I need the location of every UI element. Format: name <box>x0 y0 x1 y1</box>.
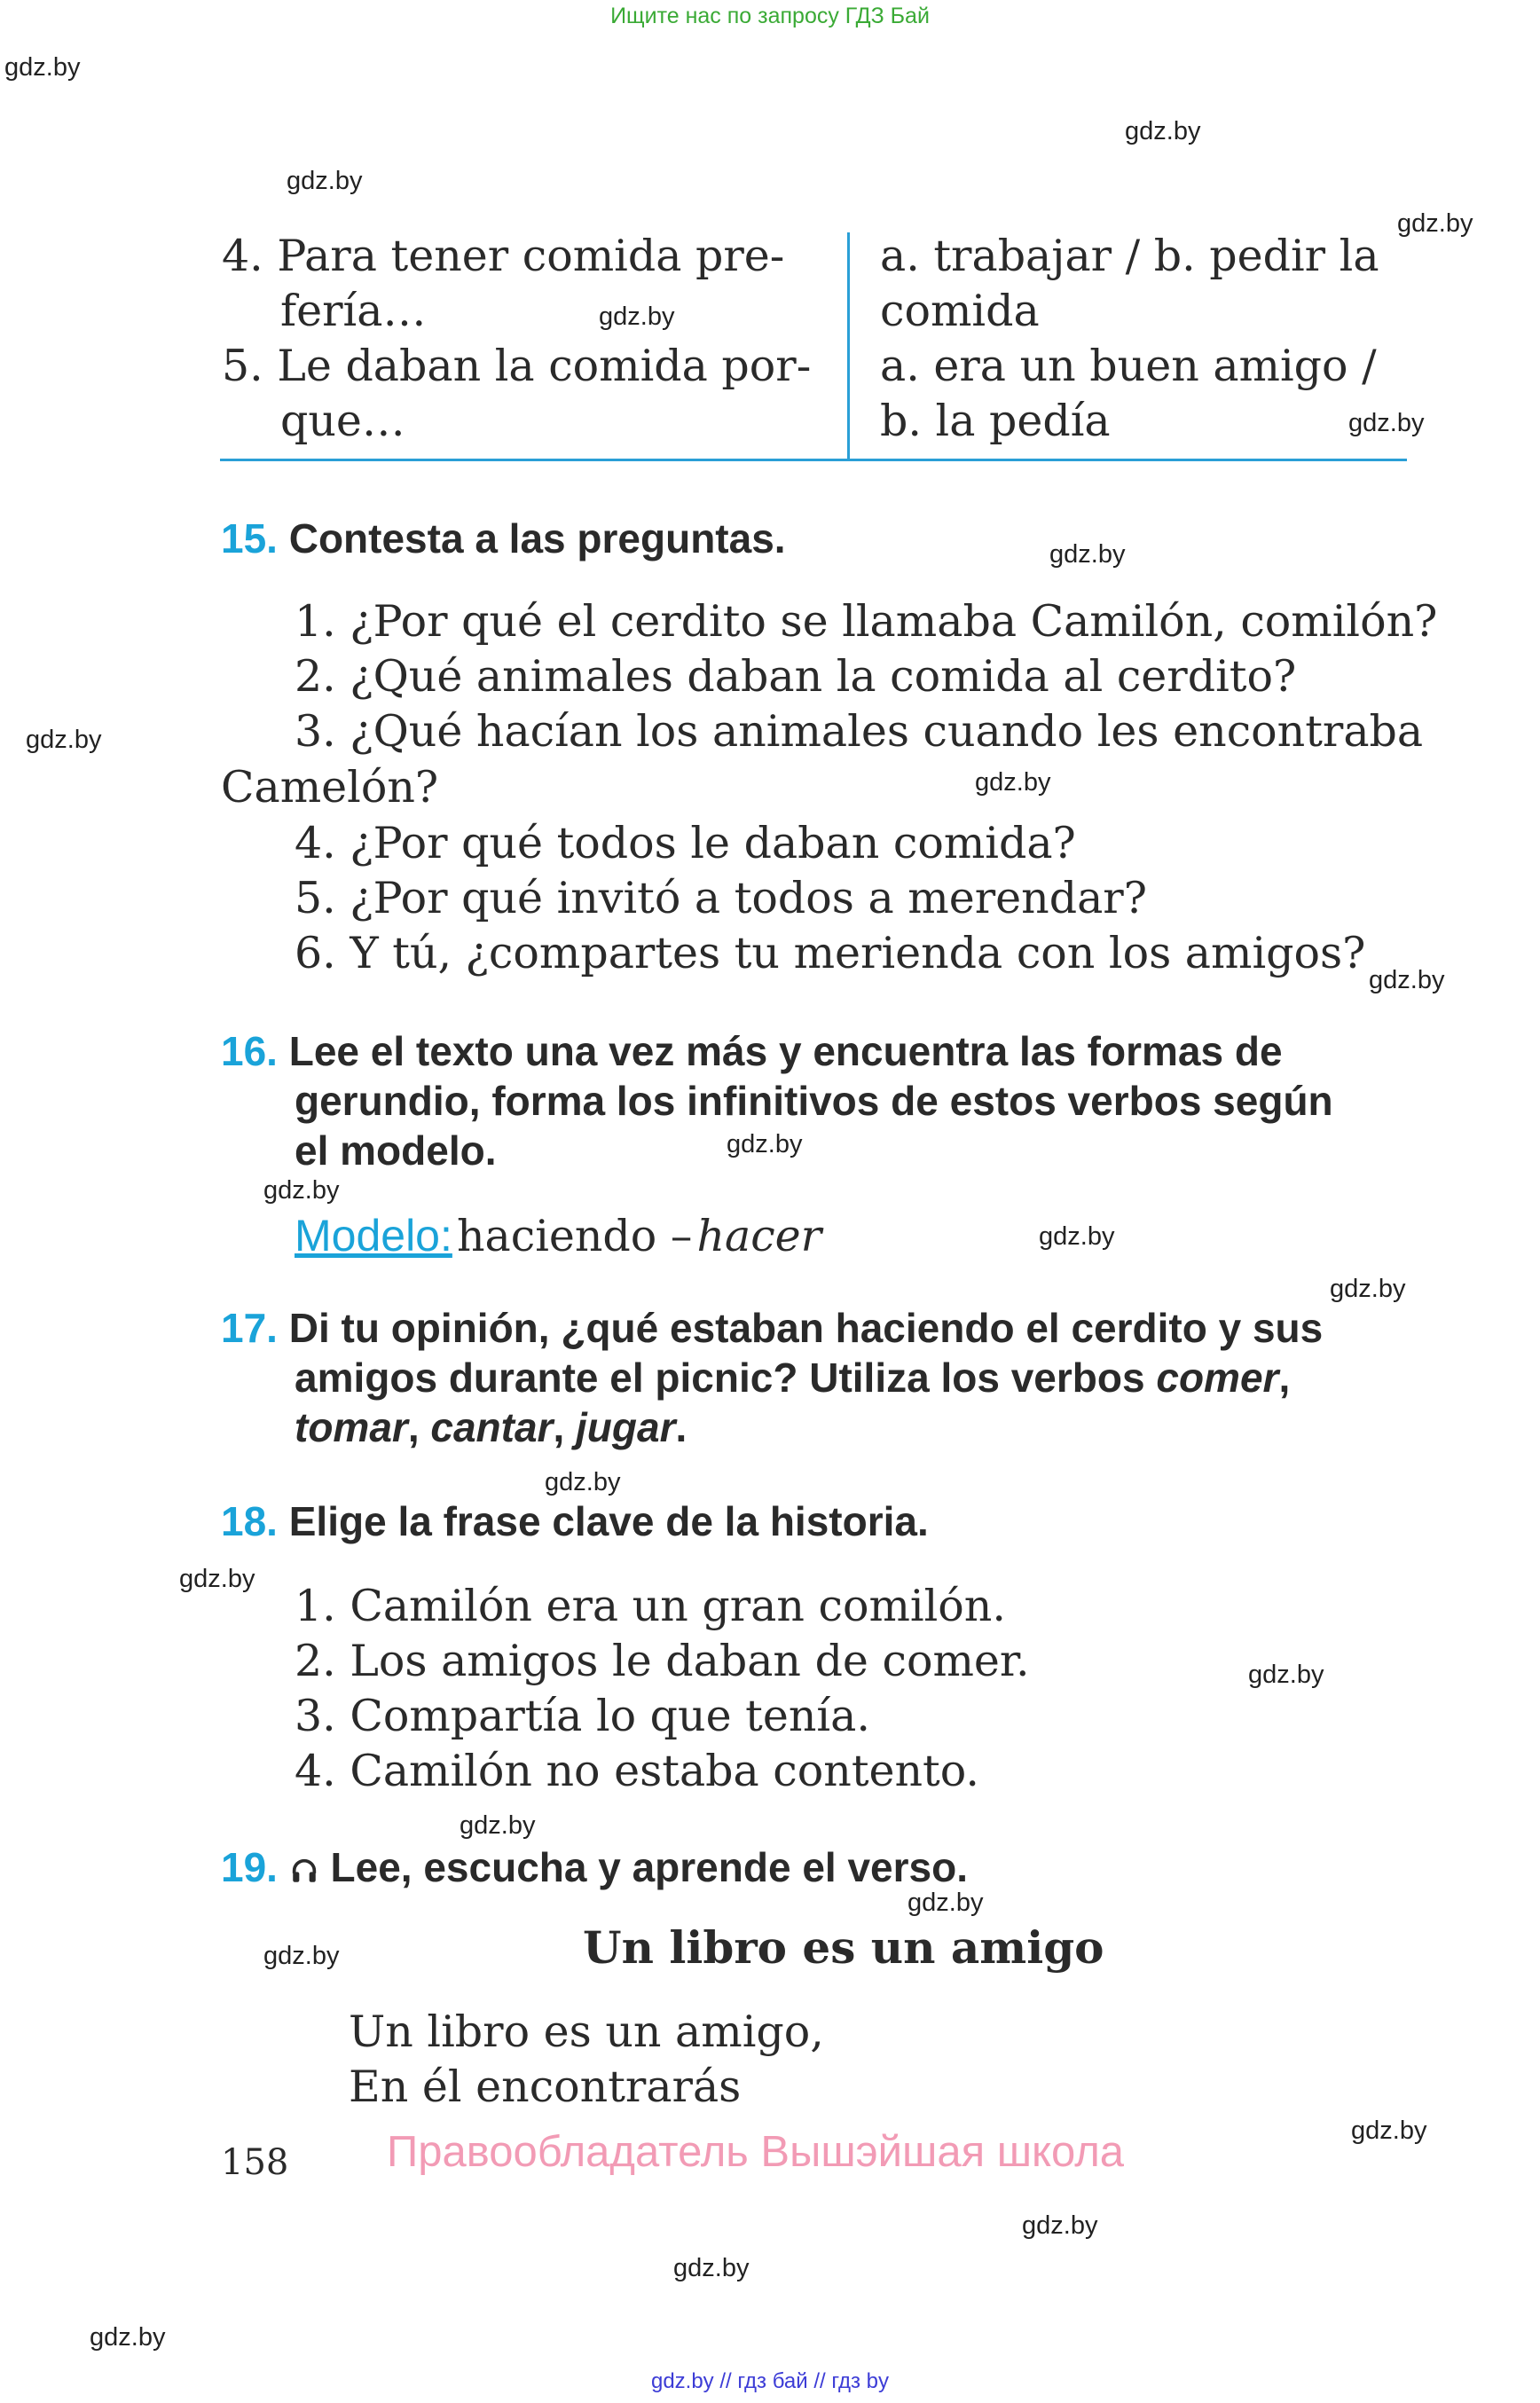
verse-title: Un libro es un amigo <box>583 1921 1104 1974</box>
watermark: gdz.by <box>1049 540 1126 569</box>
exercise-16-line3: el modelo. <box>295 1127 497 1174</box>
watermark: gdz.by <box>179 1565 255 1593</box>
table-left-5-line1: 5. Le daban la comida por- <box>222 341 812 391</box>
table-right-b-line2: b. la pedía <box>880 396 1111 446</box>
period: . <box>675 1404 688 1450</box>
verse-line: Un libro es un amigo, <box>349 2006 824 2057</box>
watermark: gdz.by <box>90 2323 166 2352</box>
table-right-a-line1: a. trabajar / b. pedir la <box>880 231 1379 281</box>
question-3-continued: Camelón? <box>221 762 439 813</box>
verb-tomar: tomar <box>295 1404 408 1450</box>
exercise-16-line1 <box>221 1027 1283 1075</box>
model-example <box>295 1210 821 1261</box>
table-bottom-rule <box>220 459 1407 461</box>
exercise-text: Di tu opinión, ¿qué estaban haciendo el cerdito y sus <box>288 1305 1324 1351</box>
footer-links[interactable]: gdz.by // гдз бай // гдз by <box>650 2369 890 2393</box>
exercise-17-line1 <box>221 1304 1323 1352</box>
watermark: gdz.by <box>1330 1275 1406 1303</box>
exercise-title: Contesta a las preguntas. <box>288 515 786 561</box>
table-left-4-line1: 4. Para tener comida pre- <box>222 231 785 281</box>
watermark: gdz.by <box>460 1811 536 1840</box>
model-label: Modelo: <box>295 1211 452 1260</box>
exercise-16-line2: gerundio, forma los infinitivos de estos verbos según <box>295 1078 1333 1124</box>
headphones-icon <box>289 1856 319 1886</box>
table-left-4-line2: fería… <box>280 286 427 336</box>
verb-comer: comer <box>1156 1355 1279 1401</box>
exercise-17-line2 <box>295 1354 1290 1402</box>
watermark: gdz.by <box>673 2254 750 2282</box>
exercise-number: 17. <box>221 1305 278 1351</box>
watermark: gdz.by <box>599 302 675 331</box>
table-left-5-line2: que… <box>280 396 405 446</box>
exercise-17-line3 <box>295 1403 687 1451</box>
exercise-number: 18. <box>221 1498 278 1544</box>
exercise-text: amigos durante el picnic? Utiliza los verbos <box>295 1355 1145 1401</box>
list-item: 2. Los amigos le daban de comer. <box>295 1636 1030 1686</box>
watermark: gdz.by <box>1125 117 1201 145</box>
question-6: 6. Y tú, ¿compartes tu merienda con los amigos? <box>295 928 1366 978</box>
verb-jugar: jugar <box>576 1404 676 1450</box>
verse-line: En él encontrarás <box>349 2061 742 2112</box>
question-4: 4. ¿Por qué todos le daban comida? <box>295 818 1076 868</box>
watermark: gdz.by <box>545 1468 621 1496</box>
comma: , <box>1278 1355 1291 1401</box>
page-number: 158 <box>221 2142 289 2183</box>
exercise-number: 19. <box>221 1844 278 1890</box>
watermark: gdz.by <box>263 1176 340 1205</box>
model-infinitive: hacer <box>696 1211 822 1261</box>
list-item: 1. Camilón era un gran comilón. <box>295 1581 1006 1631</box>
table-right-b-line1: a. era un buen amigo / <box>880 341 1377 391</box>
watermark: gdz.by <box>1397 209 1473 238</box>
watermark: gdz.by <box>1351 2116 1427 2145</box>
watermark: gdz.by <box>26 726 102 754</box>
watermark: gdz.by <box>727 1130 803 1158</box>
table-column-divider <box>847 232 850 461</box>
watermark: gdz.by <box>1248 1661 1324 1689</box>
copyright-notice: Правообладатель Вышэйшая школа <box>387 2128 1125 2176</box>
list-item: 3. Compartía lo que tenía. <box>295 1691 870 1741</box>
verb-cantar: cantar <box>430 1404 554 1450</box>
question-1: 1. ¿Por qué el cerdito se llamaba Camilón, comilón? <box>295 596 1438 647</box>
watermark: gdz.by <box>1369 966 1445 994</box>
comma: , <box>407 1404 420 1450</box>
model-gerund: haciendo – <box>456 1211 693 1261</box>
watermark: gdz.by <box>1348 409 1425 437</box>
exercise-19-heading <box>221 1843 968 1891</box>
exercise-number: 16. <box>221 1028 278 1074</box>
question-3: 3. ¿Qué hacían los animales cuando les encontraba <box>295 706 1424 757</box>
watermark: gdz.by <box>1039 1222 1115 1251</box>
watermark: gdz.by <box>908 1889 984 1917</box>
list-item: 4. Camilón no estaba contento. <box>295 1746 979 1796</box>
exercise-title: Elige la frase clave de la historia. <box>288 1498 929 1544</box>
comma: , <box>553 1404 565 1450</box>
exercise-15-heading <box>221 514 786 562</box>
top-banner: Ищите нас по запросу ГДЗ Бай <box>610 4 930 28</box>
exercise-18-heading <box>221 1497 929 1545</box>
question-5: 5. ¿Por qué invitó a todos a merendar? <box>295 873 1148 923</box>
watermark: gdz.by <box>287 167 363 195</box>
question-2: 2. ¿Qué animales daban la comida al cerdito? <box>295 651 1297 702</box>
watermark: gdz.by <box>263 1942 340 1970</box>
exercise-text: Lee el texto una vez más y encuentra las formas de <box>288 1028 1283 1074</box>
exercise-title: Lee, escucha y aprende el verso. <box>330 1844 968 1890</box>
watermark: gdz.by <box>1022 2211 1098 2240</box>
watermark: gdz.by <box>975 768 1051 797</box>
watermark: gdz.by <box>4 53 81 82</box>
table-right-a-line2: comida <box>880 286 1040 336</box>
exercise-number: 15. <box>221 515 278 561</box>
